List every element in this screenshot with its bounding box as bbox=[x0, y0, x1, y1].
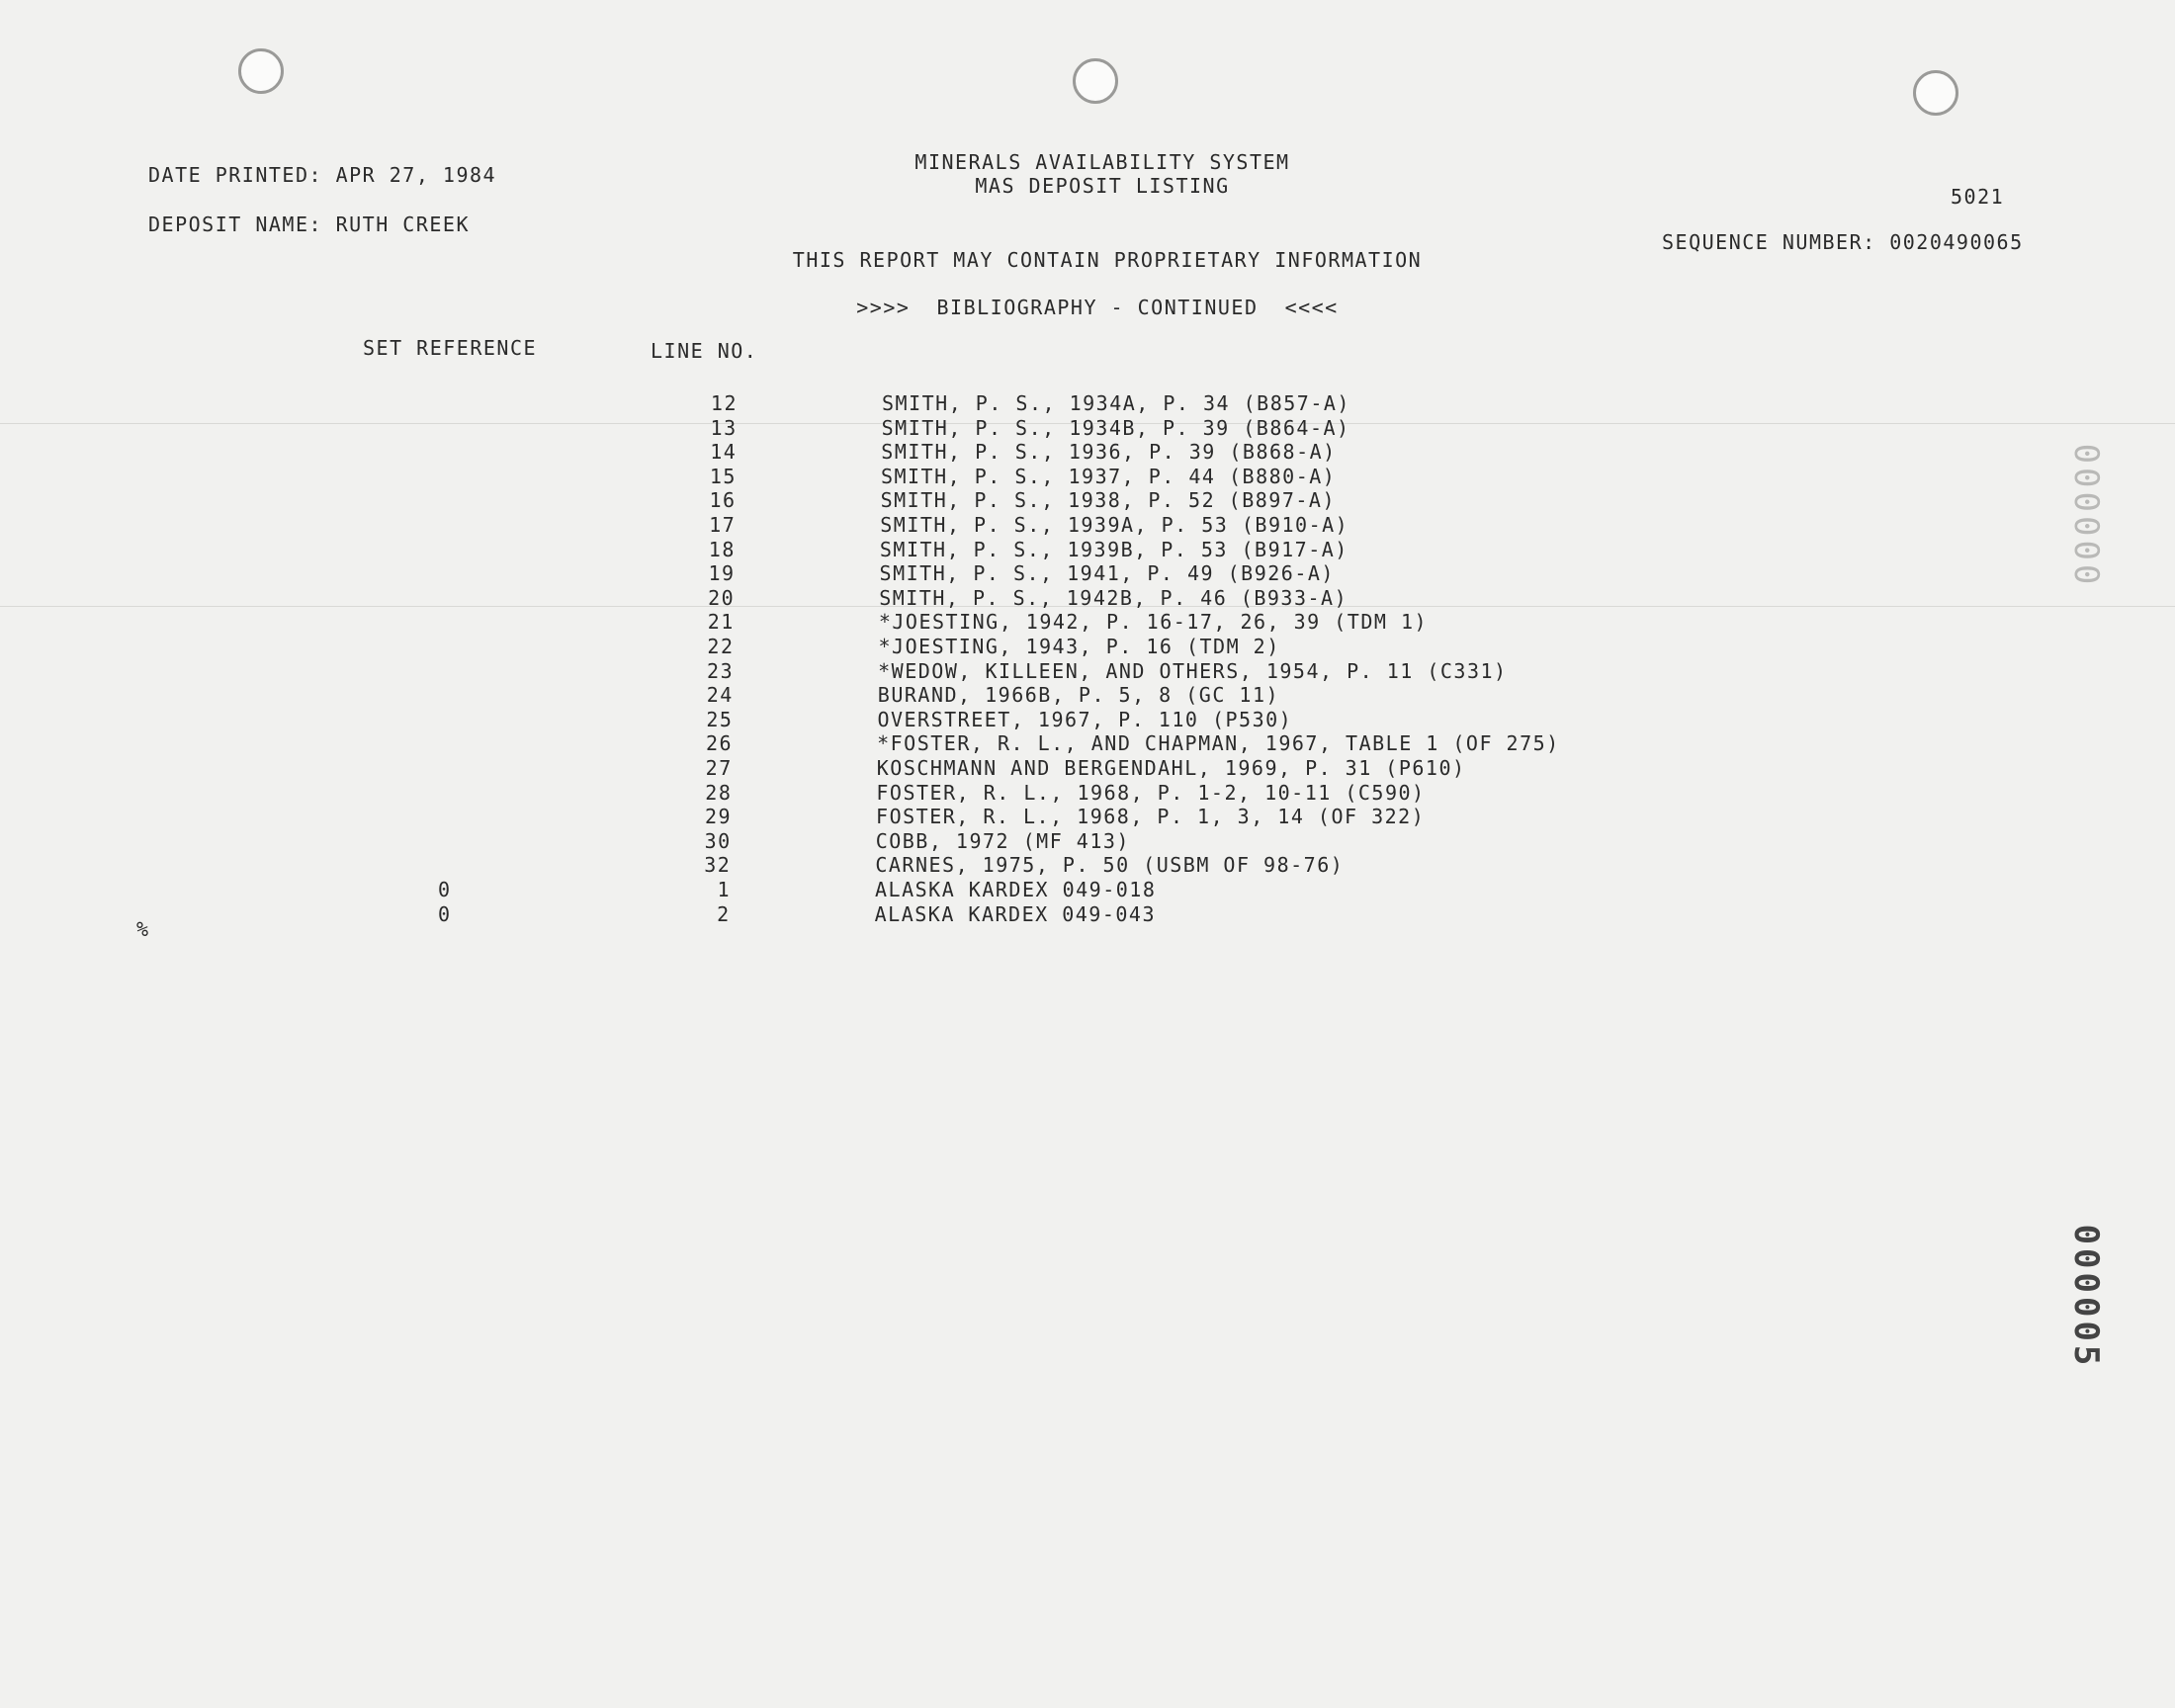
bibliography-entry: SMITH, P. S., 1939A, P. 53 (B910-A) bbox=[880, 513, 1349, 537]
deposit-name: DEPOSIT NAME: RUTH CREEK bbox=[148, 213, 470, 236]
line-number-cell: 27 bbox=[705, 756, 733, 780]
punch-hole-center bbox=[1073, 58, 1118, 104]
bibliography-entry: COBB, 1972 (MF 413) bbox=[875, 828, 1130, 853]
bibliography-entry: SMITH, P. S., 1941, P. 49 (B926-A) bbox=[879, 561, 1335, 586]
proprietary-notice: THIS REPORT MAY CONTAIN PROPRIETARY INFORMATION bbox=[792, 248, 1423, 272]
side-stamp-upper: 000000 bbox=[2066, 443, 2106, 589]
bibliography-entry: ALASKA KARDEX 049-043 bbox=[874, 901, 1157, 926]
line-number-cell: 16 bbox=[709, 488, 737, 513]
line-number-cell: 1 bbox=[717, 878, 731, 901]
line-number-cell: 18 bbox=[708, 537, 736, 561]
bibliography-entry: SMITH, P. S., 1942B, P. 46 (B933-A) bbox=[879, 585, 1348, 610]
column-header-set-reference: SET REFERENCE bbox=[363, 336, 538, 360]
line-number-cell: 2 bbox=[717, 901, 731, 926]
line-number-cell: 19 bbox=[708, 561, 736, 586]
line-number-cell: 26 bbox=[706, 731, 734, 756]
listing-title: MAS DEPOSIT LISTING bbox=[975, 174, 1230, 198]
line-number-cell: 20 bbox=[708, 585, 736, 610]
line-number-cell: 24 bbox=[706, 683, 734, 708]
bibliography-entry: FOSTER, R. L., 1968, P. 1-2, 10-11 (C590) bbox=[876, 780, 1426, 805]
line-number-cell: 25 bbox=[706, 707, 734, 731]
page-code: 5021 bbox=[1951, 185, 2005, 209]
line-number-cell: 15 bbox=[709, 464, 737, 488]
line-number-cell: 28 bbox=[705, 780, 733, 805]
side-stamp-lower: 000005 bbox=[2066, 1224, 2106, 1370]
section-heading: >>>> BIBLIOGRAPHY - CONTINUED <<<< bbox=[856, 296, 1339, 319]
set-reference-cell: 0 bbox=[438, 878, 452, 901]
bibliography-entry: *JOESTING, 1943, P. 16 (TDM 2) bbox=[878, 635, 1280, 658]
bibliography-entry: CARNES, 1975, P. 50 (USBM OF 98-76) bbox=[875, 853, 1345, 878]
set-reference-cell: 0 bbox=[438, 901, 452, 926]
bibliography-entry: SMITH, P. S., 1938, P. 52 (B897-A) bbox=[880, 488, 1336, 513]
system-title: MINERALS AVAILABILITY SYSTEM bbox=[914, 150, 1290, 174]
bibliography-entry: SMITH, P. S., 1939B, P. 53 (B917-A) bbox=[879, 537, 1348, 561]
line-number-cell: 23 bbox=[707, 658, 735, 683]
line-number-cell: 12 bbox=[710, 391, 738, 415]
end-mark: % bbox=[136, 917, 150, 941]
bibliography-entry: OVERSTREET, 1967, P. 110 (P530) bbox=[877, 707, 1293, 731]
bibliography-entry: SMITH, P. S., 1934B, P. 39 (B864-A) bbox=[881, 415, 1350, 440]
line-number-cell: 22 bbox=[707, 635, 735, 658]
bibliography-entry: *JOESTING, 1942, P. 16-17, 26, 39 (TDM 1) bbox=[878, 610, 1429, 635]
punch-hole-left bbox=[238, 48, 284, 94]
bibliography-entry: ALASKA KARDEX 049-018 bbox=[875, 878, 1157, 901]
column-header-line-no: LINE NO. bbox=[651, 339, 758, 363]
punch-hole-right bbox=[1913, 70, 1958, 116]
date-printed: DATE PRINTED: APR 27, 1984 bbox=[148, 163, 497, 187]
line-number-cell: 32 bbox=[704, 853, 732, 878]
bibliography-entry: *WEDOW, KILLEEN, AND OTHERS, 1954, P. 11 (C331) bbox=[878, 658, 1508, 683]
sequence-number: SEQUENCE NUMBER: 0020490065 bbox=[1662, 230, 2024, 254]
bibliography-entry: BURAND, 1966B, P. 5, 8 (GC 11) bbox=[877, 683, 1280, 708]
line-number-cell: 13 bbox=[710, 415, 738, 440]
bibliography-entry: SMITH, P. S., 1937, P. 44 (B880-A) bbox=[880, 464, 1337, 488]
line-number-cell: 30 bbox=[704, 828, 732, 853]
line-number-cell: 17 bbox=[709, 513, 737, 537]
bibliography-entry: SMITH, P. S., 1936, P. 39 (B868-A) bbox=[881, 440, 1337, 465]
bibliography-entry: FOSTER, R. L., 1968, P. 1, 3, 14 (OF 322) bbox=[876, 805, 1426, 829]
line-number-cell: 21 bbox=[707, 610, 735, 635]
bibliography-entry: KOSCHMANN AND BERGENDAHL, 1969, P. 31 (P610) bbox=[876, 756, 1466, 780]
line-number-cell: 29 bbox=[704, 805, 733, 829]
bibliography-entry: SMITH, P. S., 1934A, P. 34 (B857-A) bbox=[882, 391, 1350, 415]
bibliography-entry: *FOSTER, R. L., AND CHAPMAN, 1967, TABLE 1 (OF 275) bbox=[877, 731, 1560, 756]
line-number-cell: 14 bbox=[710, 440, 738, 465]
